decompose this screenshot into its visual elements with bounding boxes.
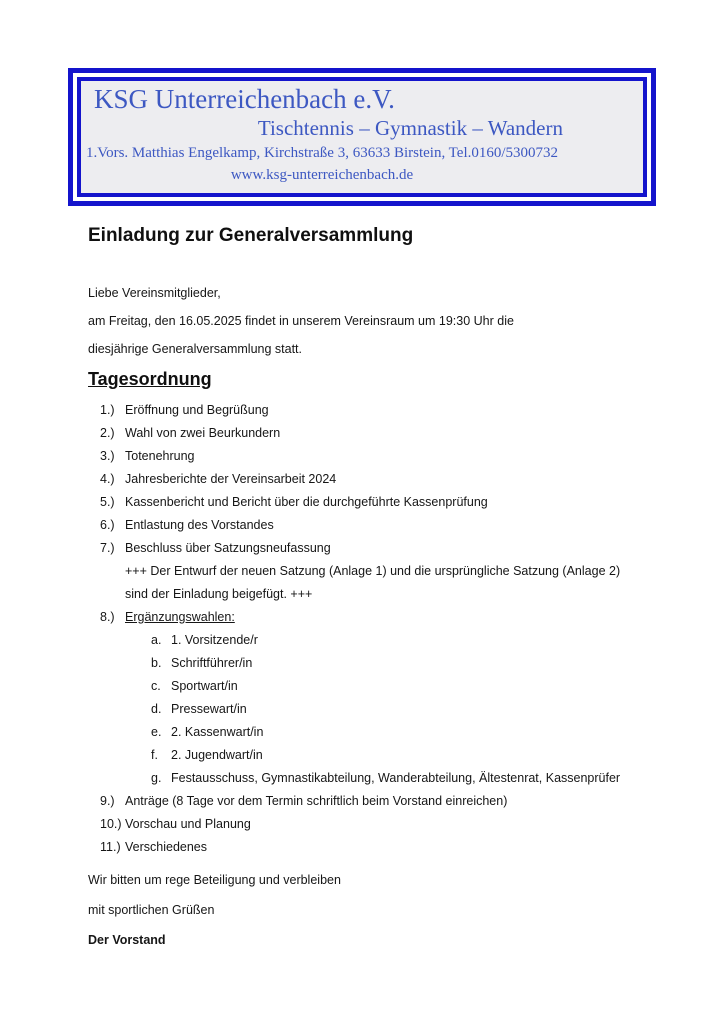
- org-name: KSG Unterreichenbach e.V.: [94, 84, 395, 114]
- agenda-item: [100, 399, 668, 422]
- agenda-item: [100, 491, 668, 514]
- agenda-item: [100, 790, 668, 813]
- signature: Der Vorstand: [88, 933, 166, 947]
- agenda-item-body: [125, 399, 668, 422]
- agenda-sub-item: [151, 721, 668, 744]
- letterhead-inner: [77, 77, 647, 197]
- agenda-note-line: +++ Der Entwurf der neuen Satzung (Anlage 1) und die ursprüngliche Satzung (Anlage 2): [125, 564, 621, 578]
- page-title: Einladung zur Generalversammlung: [88, 225, 414, 246]
- agenda-sub-list: [151, 629, 668, 790]
- agenda-item-number: 8.): [100, 610, 115, 624]
- agenda-item: [100, 422, 668, 445]
- agenda-sub-letter: g.: [151, 771, 162, 785]
- agenda-sub-letter: f.: [151, 748, 158, 762]
- agenda-item-body: [125, 813, 668, 836]
- agenda-item-body: [125, 422, 668, 445]
- org-contact-line: 1.Vors. Matthias Engelkamp, Kirchstraße 3, 63633 Birstein, Tel.0160/5300732: [85, 145, 559, 161]
- agenda-item-number: 10.): [100, 817, 122, 831]
- agenda-item-number: 7.): [100, 541, 115, 555]
- intro-line-1: am Freitag, den 16.05.2025 findet in unserem Vereinsraum um 19:30 Uhr die: [88, 314, 514, 328]
- agenda-heading: Tagesordnung: [88, 369, 212, 389]
- agenda-item: [100, 606, 668, 790]
- agenda-sub-item: [151, 629, 668, 652]
- agenda-item-text: Kassenbericht und Bericht über die durchgeführte Kassenprüfung: [125, 495, 488, 509]
- agenda-item-text: Anträge (8 Tage vor dem Termin schriftlich beim Vorstand einreichen): [125, 794, 508, 808]
- agenda-item-body: [125, 514, 668, 537]
- closing-line-2: mit sportlichen Grüßen: [88, 903, 215, 917]
- agenda-sub-letter: e.: [151, 725, 162, 739]
- salutation: Liebe Vereinsmitglieder,: [88, 286, 221, 300]
- agenda-item: [100, 537, 668, 606]
- agenda-item-body: [125, 790, 668, 813]
- agenda-item-text: Wahl von zwei Beurkundern: [125, 426, 281, 440]
- letterhead-text-block: [81, 115, 643, 186]
- agenda-sub-letter: b.: [151, 656, 162, 670]
- org-subtitle: Tischtennis – Gymnastik – Wandern: [257, 116, 563, 140]
- agenda-item-number: 11.): [100, 840, 121, 854]
- org-website: www.ksg-unterreichenbach.de: [230, 167, 414, 183]
- agenda-sub-item: [151, 652, 668, 675]
- agenda-item-text: Entlastung des Vorstandes: [125, 518, 274, 532]
- agenda-item-body: [125, 468, 668, 491]
- agenda-item-number: 2.): [100, 426, 115, 440]
- agenda-item-text: Vorschau und Planung: [125, 817, 251, 831]
- agenda-sub-text: Festausschuss, Gymnastikabteilung, Wanderabteilung, Ältestenrat, Kassenprüfer: [171, 771, 621, 785]
- agenda-item-text: Jahresberichte der Vereinsarbeit 2024: [125, 472, 337, 486]
- agenda-sub-text: Schriftführer/in: [171, 656, 253, 670]
- agenda-item: [100, 514, 668, 537]
- agenda-sub-text: Pressewart/in: [171, 702, 247, 716]
- agenda-sub-item: [151, 698, 668, 721]
- agenda-item-body: [125, 836, 668, 859]
- agenda-sub-letter: a.: [151, 633, 162, 647]
- agenda-item-text: Beschluss über Satzungsneufassung: [125, 541, 331, 555]
- agenda-sub-text: 2. Jugendwart/in: [171, 748, 263, 762]
- agenda-sub-letter: d.: [151, 702, 162, 716]
- closing-block: [88, 872, 668, 948]
- agenda-sub-text: Sportwart/in: [171, 679, 238, 693]
- agenda-item-number: 5.): [100, 495, 115, 509]
- agenda-item-body: [125, 606, 668, 790]
- agenda-sub-text: 2. Kassenwart/in: [171, 725, 264, 739]
- agenda-item-number: 4.): [100, 472, 115, 486]
- agenda-item-body: [125, 445, 668, 468]
- agenda-sub-item: [151, 767, 668, 790]
- agenda-list: [100, 399, 668, 859]
- agenda-item-number: 3.): [100, 449, 115, 463]
- agenda-item-number: 1.): [100, 403, 115, 417]
- agenda-sub-letter: c.: [151, 679, 161, 693]
- intro-paragraph: [88, 279, 668, 363]
- agenda-sub-item: [151, 744, 668, 767]
- agenda-item-text: Ergänzungswahlen:: [125, 610, 235, 624]
- agenda-item-text: Eröffnung und Begrüßung: [125, 403, 269, 417]
- letter-body: [88, 196, 668, 948]
- closing-line-1: Wir bitten um rege Beteiligung und verbleiben: [88, 873, 341, 887]
- agenda-item-text: Totenehrung: [125, 449, 195, 463]
- agenda-item-body: [125, 537, 668, 606]
- agenda-sub-text: 1. Vorsitzende/r: [171, 633, 258, 647]
- agenda-item-number: 9.): [100, 794, 115, 808]
- agenda-item: [100, 836, 668, 859]
- agenda-sub-item: [151, 675, 668, 698]
- letterhead-box: [68, 68, 656, 206]
- agenda-item: [100, 468, 668, 491]
- intro-line-2: diesjährige Generalversammlung statt.: [88, 342, 302, 356]
- agenda-item: [100, 813, 668, 836]
- agenda-item-number: 6.): [100, 518, 115, 532]
- agenda-item-body: [125, 491, 668, 514]
- agenda-item-text: Verschiedenes: [125, 840, 208, 854]
- agenda-item: [100, 445, 668, 468]
- agenda-note-line: sind der Einladung beigefügt. +++: [125, 587, 313, 601]
